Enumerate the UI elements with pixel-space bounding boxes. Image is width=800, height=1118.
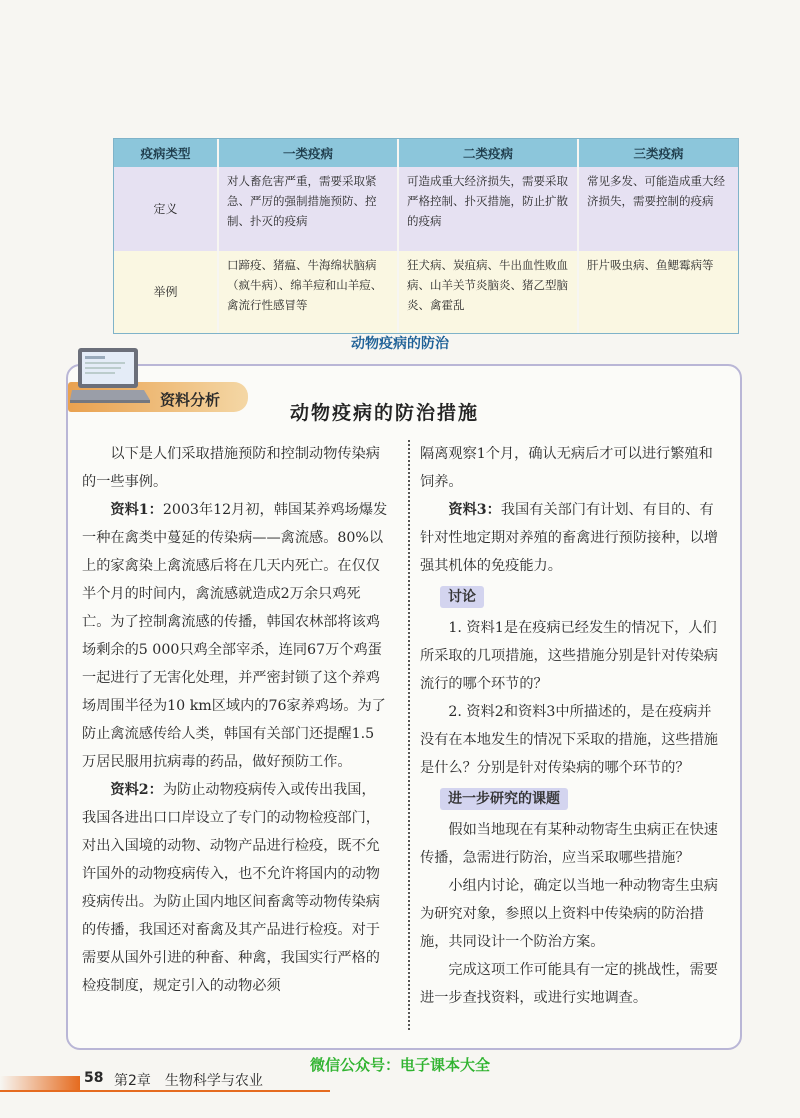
table-header-class1: 一类疫病 xyxy=(218,139,398,167)
table-cell: 常见多发、可能造成重大经济损失，需要控制的疫病 xyxy=(578,167,738,251)
table-row-example xyxy=(114,251,738,333)
laptop-icon xyxy=(70,344,150,408)
table-cell: 口蹄疫、猪瘟、牛海绵状脑病（疯牛病）、绵羊痘和山羊痘、禽流行性感冒等 xyxy=(218,251,398,333)
discussion-heading: 讨论 xyxy=(440,586,484,608)
material1-paragraph xyxy=(82,496,388,776)
intro-paragraph: 以下是人们采取措施预防和控制动物传染病的一些事例。 xyxy=(82,446,380,490)
footer-rule xyxy=(0,1090,330,1092)
right-column xyxy=(420,440,718,1012)
table-row-label: 定义 xyxy=(114,167,218,251)
research-paragraph-3: 完成这项工作可能具有一定的挑战性，需要进一步查找资料，或进行实地调查。 xyxy=(420,962,718,1006)
material1-text: 2003年12月初，韩国某养鸡场爆发一种在禽类中蔓延的传染病——禽流感。80%以上的家禽染上禽流感后将在几天内死亡。在仅仅半个月的时间内，禽流感就造成2万余只鸡死亡。为了控制禽流感的传播，韩国农林部将该鸡场剩余的5 000只鸡全部宰杀，连同67万个鸡蛋一起进行了无害化处理，并严密封锁了这个养鸡场周围半径为10 km区域内的76家养鸡场。为了防止禽流感传给人类，韩国有关部门还提醒1.5万居民服用抗病毒的药品，做好预防工作。 xyxy=(82,502,388,770)
left-column xyxy=(82,440,388,1000)
research-paragraph-2: 小组内讨论，确定以当地一种动物寄生虫病为研究对象，参照以上资料中传染病的防治措施，共同设计一个防治方案。 xyxy=(420,878,718,950)
table-row-definition xyxy=(114,167,738,251)
table-cell: 狂犬病、炭疽病、牛出血性败血病、山羊关节炎脑炎、猪乙型脑炎、禽霍乱 xyxy=(398,251,578,333)
box-title: 动物疫病的防治措施 xyxy=(290,402,480,424)
page-number: 58 xyxy=(84,1070,104,1086)
research-paragraph-1: 假如当地现在有某种动物寄生虫病正在快速传播，急需进行防治，应当采取哪些措施？ xyxy=(420,822,718,866)
table-header-type: 疫病类型 xyxy=(114,139,218,167)
disease-classification-table xyxy=(113,138,739,334)
material2-text: 为防止动物疫病传入或传出我国，我国各进出口口岸设立了专门的动物检疫部门，对出入国境的动物、动物产品进行检疫，既不允许国外的动物疫病传入，也不允许将国内的动物疫病传出。为防止国内地区间畜禽等动物传染病的传播，我国还对畜禽及其产品进行检疫。对于需要从国外引进的种畜、种禽，我国实行严格的检疫制度，规定引入的动物必须 xyxy=(82,782,380,994)
discussion-question-1: 1. 资料1是在疫病已经发生的情况下，人们所采取的几项措施，这些措施分别是针对传染病流行的哪个环节的？ xyxy=(420,620,718,692)
table-caption: 动物疫病的防治 xyxy=(351,336,449,352)
material3-lead: 资料3： xyxy=(448,502,501,518)
table-cell: 对人畜危害严重，需要采取紧急、严厉的强制措施预防、控制、扑灭的疫病 xyxy=(218,167,398,251)
material3-text: 我国有关部门有计划、有目的、有针对性地定期对养殖的畜禽进行预防接种，以增强其机体的免疫能力。 xyxy=(420,502,718,574)
research-heading: 进一步研究的课题 xyxy=(440,788,568,810)
table-header-class2: 二类疫病 xyxy=(398,139,578,167)
table-header-row xyxy=(114,139,738,167)
watermark-text: 微信公众号：电子课本大全 xyxy=(310,1056,491,1074)
material2-lead: 资料2： xyxy=(110,782,163,798)
material1-lead: 资料1： xyxy=(110,502,163,518)
discussion-question-2: 2. 资料2和资料3中所描述的，是在疫病并没有在本地发生的情况下采取的措施，这些措施是什么？分别是针对传染病的哪个环节的？ xyxy=(420,704,718,776)
material2-continued: 隔离观察1个月，确认无病后才可以进行繁殖和饲养。 xyxy=(420,446,713,490)
column-divider xyxy=(408,440,410,1030)
table-cell: 肝片吸虫病、鱼鳃霉病等 xyxy=(578,251,738,333)
table-cell: 可造成重大经济损失，需要采取严格控制、扑灭措施，防止扩散的疫病 xyxy=(398,167,578,251)
table-row-label: 举例 xyxy=(114,251,218,333)
section-tag-label: 资料分析 xyxy=(160,391,221,409)
material2-paragraph xyxy=(82,776,388,1000)
material3-paragraph xyxy=(420,496,718,580)
table-header-class3: 三类疫病 xyxy=(578,139,738,167)
chapter-title: 第2章 生物科学与农业 xyxy=(114,1073,263,1089)
footer-accent-bar xyxy=(0,1076,80,1090)
